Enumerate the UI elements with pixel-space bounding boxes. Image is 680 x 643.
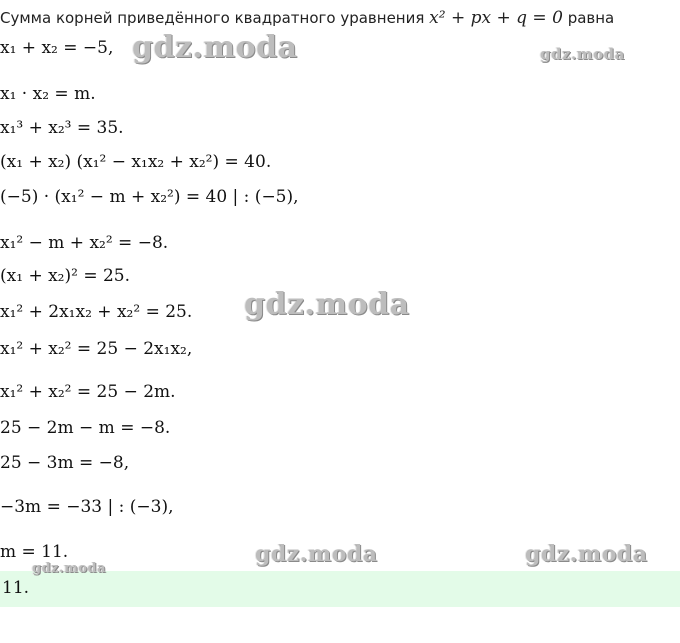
step-line: 25 − 2m − m = −8.	[0, 418, 171, 438]
step-line: x₁² + x₂² = 25 − 2m.	[0, 382, 176, 402]
step-line: m = 11.	[0, 542, 69, 562]
answer-block	[0, 571, 680, 607]
step-line: −3m = −33 | : (−3),	[0, 497, 174, 517]
step-line: 25 − 3m = −8,	[0, 453, 130, 473]
step-line: (−5) · (x₁² − m + x₂²) = 40 | : (−5),	[0, 187, 299, 207]
watermark: gdz.moda	[244, 287, 410, 322]
step-line: x₁³ + x₂³ = 35.	[0, 118, 124, 138]
step-line: (x₁ + x₂)² = 25.	[0, 266, 131, 286]
problem-text: Сумма корней приведённого квадратного уравнения	[0, 9, 425, 27]
watermark: gdz.moda	[540, 45, 625, 63]
step-line: x₁² − m + x₂² = −8.	[0, 233, 169, 253]
step-line: x₁² + 2x₁x₂ + x₂² = 25.	[0, 302, 193, 322]
watermark: gdz.moda	[255, 541, 378, 567]
watermark: gdz.moda	[132, 30, 298, 65]
step-line: x₁ + x₂ = −5,	[0, 38, 114, 58]
step-line: (x₁ + x₂) (x₁² − x₁x₂ + x₂²) = 40.	[0, 152, 272, 172]
problem-equation: x² + px + q = 0	[429, 8, 563, 28]
step-line: x₁² + x₂² = 25 − 2x₁x₂,	[0, 339, 193, 359]
problem-statement	[0, 8, 680, 28]
watermark: gdz.moda	[32, 561, 107, 576]
step-line: x₁ · x₂ = m.	[0, 84, 96, 104]
watermark: gdz.moda	[525, 541, 648, 567]
problem-suffix: равна	[567, 9, 615, 27]
answer-value: 11.	[2, 578, 30, 598]
